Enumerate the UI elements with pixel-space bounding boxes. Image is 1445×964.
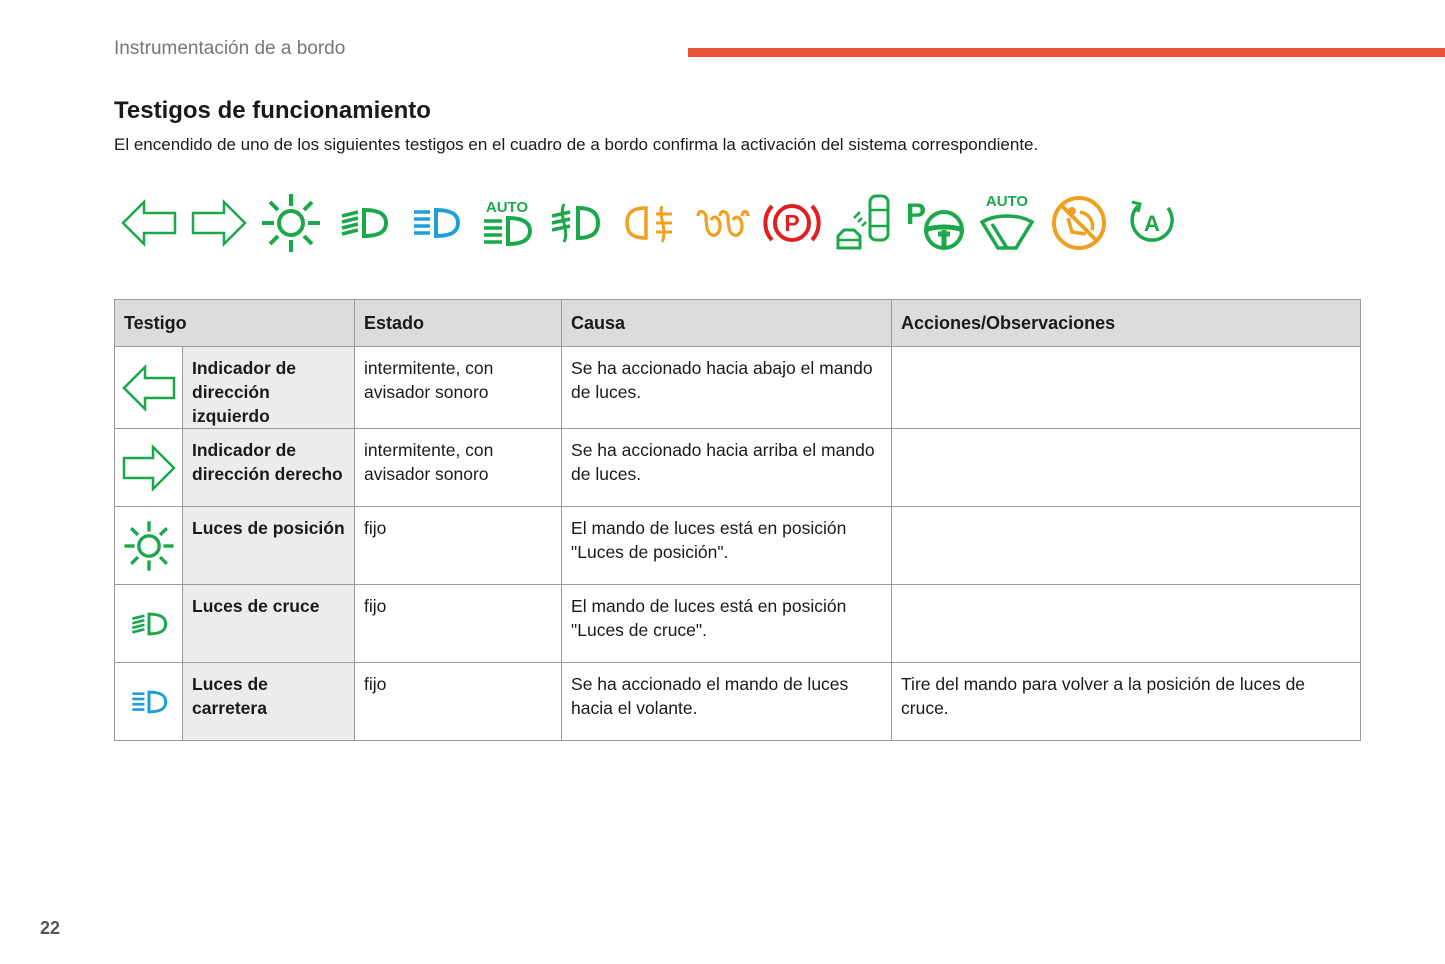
header-testigo: Testigo (115, 300, 355, 347)
left-arrow-icon (121, 363, 177, 413)
row-acciones (892, 507, 1361, 585)
auto-wipe-icon (976, 190, 1038, 256)
row-causa: Se ha accionado el mando de luces hacia el volante. (562, 663, 892, 741)
stop-start-icon (1124, 190, 1180, 256)
intro-text: El encendido de uno de los siguientes testigos en el cuadro de a bordo confirma la activación del sistema correspondiente. (114, 135, 1039, 154)
sidelights-icon (258, 190, 324, 256)
row-causa: Se ha accionado hacia abajo el mando de luces. (562, 347, 892, 429)
table-row (115, 429, 1361, 507)
park-assist-icon (904, 190, 966, 256)
table-row (115, 663, 1361, 741)
row-acciones: Tire del mando para volver a la posición de luces de cruce. (892, 663, 1361, 741)
row-name: Luces de carretera (183, 663, 355, 741)
page-number: 22 (40, 918, 61, 938)
parking-sensors-icon (834, 190, 894, 256)
row-estado: intermitente, con avisador sonoro (355, 347, 562, 429)
header-acciones: Acciones/Observaciones (892, 300, 1361, 347)
right-turn-signal-icon (190, 190, 248, 256)
warning-lights-table (114, 299, 1361, 741)
table-row (115, 507, 1361, 585)
row-estado: fijo (355, 507, 562, 585)
right-arrow-icon (121, 443, 177, 493)
preheating-icon (694, 190, 750, 256)
row-name: Luces de cruce (183, 585, 355, 663)
parking-brake-letter: P (784, 210, 800, 236)
row-acciones (892, 585, 1361, 663)
row-causa: Se ha accionado hacia arriba el mando de luces. (562, 429, 892, 507)
row-name: Indicador de dirección derecho (183, 429, 355, 507)
row-estado: fijo (355, 663, 562, 741)
dipped-beam-icon (124, 599, 174, 649)
row-estado: fijo (355, 585, 562, 663)
row-estado: intermitente, con avisador sonoro (355, 429, 562, 507)
main-beam-icon (124, 677, 174, 727)
row-acciones (892, 429, 1361, 507)
row-name: Indicador de dirección izquierdo (183, 347, 355, 429)
row-acciones (892, 347, 1361, 429)
auto-label: AUTO (485, 199, 529, 216)
sidelights-icon (121, 518, 177, 574)
section-title: Instrumentación de a bordo (114, 38, 346, 59)
stop-start-letter: A (1144, 211, 1160, 236)
page-title: Testigos de funcionamiento (114, 97, 431, 124)
airbag-off-icon (1050, 190, 1108, 256)
auto-headlamps-icon (480, 190, 534, 256)
row-name: Luces de posición (183, 507, 355, 585)
row-causa: El mando de luces está en posición "Luces de cruce". (562, 585, 892, 663)
parking-brake-icon (762, 190, 822, 256)
header-causa: Causa (562, 300, 892, 347)
header-accent-bar (688, 48, 1445, 57)
table-row (115, 585, 1361, 663)
table-row (115, 347, 1361, 429)
header-estado: Estado (355, 300, 562, 347)
rear-fog-icon (624, 190, 676, 256)
park-assist-letter: P (905, 198, 927, 231)
row-causa: El mando de luces está en posición "Luces de posición". (562, 507, 892, 585)
auto-wipe-label: AUTO (985, 193, 1029, 210)
front-fog-icon (548, 190, 602, 256)
left-turn-signal-icon (120, 190, 178, 256)
dipped-beam-icon (338, 190, 390, 256)
table-header-row (115, 300, 1361, 347)
main-beam-icon (410, 190, 462, 256)
